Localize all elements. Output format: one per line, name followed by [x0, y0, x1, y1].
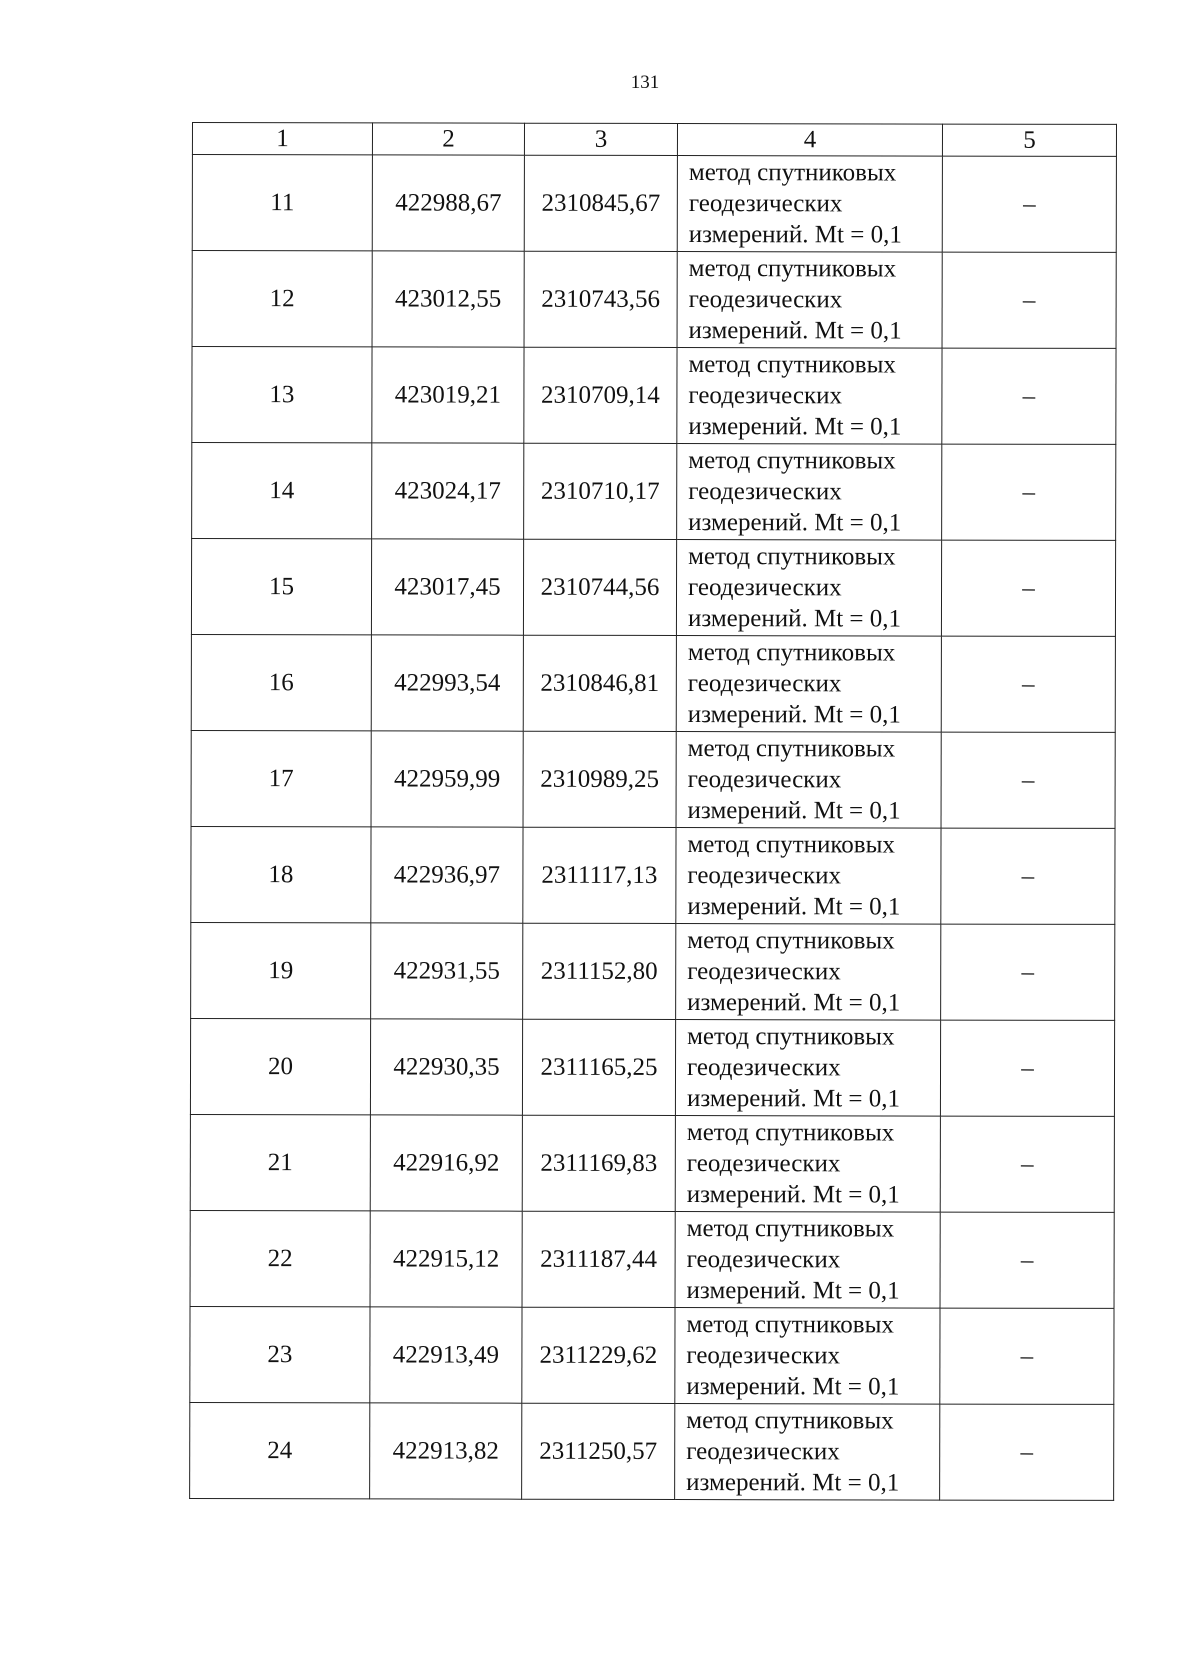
note-cell: – [940, 1212, 1114, 1308]
point-number-cell: 20 [190, 1018, 370, 1114]
method-cell: метод спутниковых геодезических измерений. Mt = 0,1 [677, 348, 942, 445]
x-coordinate-cell: 422959,99 [371, 731, 523, 827]
header-row [192, 123, 1116, 157]
point-number-cell: 18 [191, 826, 371, 922]
y-coordinate-cell: 2311152,80 [523, 923, 676, 1019]
table-row [190, 1018, 1114, 1116]
point-number-cell: 24 [190, 1402, 370, 1498]
column-header-1: 1 [192, 123, 372, 155]
note-cell: – [940, 1404, 1114, 1500]
x-coordinate-cell: 422915,12 [370, 1211, 522, 1307]
x-coordinate-cell: 422931,55 [371, 923, 523, 1019]
y-coordinate-cell: 2311169,83 [522, 1115, 675, 1211]
method-cell: метод спутниковых геодезических измерений. Mt = 0,1 [676, 636, 941, 733]
x-coordinate-cell: 422993,54 [371, 635, 523, 731]
method-cell: метод спутниковых геодезических измерений. Mt = 0,1 [677, 252, 942, 349]
point-number-cell: 23 [190, 1306, 370, 1402]
y-coordinate-cell: 2310989,25 [523, 731, 676, 827]
point-number-cell: 19 [191, 922, 371, 1018]
method-cell: метод спутниковых геодезических измерений. Mt = 0,1 [676, 828, 941, 925]
table-row [190, 1114, 1114, 1212]
table-body [190, 155, 1117, 1501]
note-cell: – [942, 252, 1116, 348]
method-cell: метод спутниковых геодезических измерений. Mt = 0,1 [675, 1404, 940, 1501]
y-coordinate-cell: 2310709,14 [524, 347, 677, 443]
point-number-cell: 12 [192, 251, 372, 347]
x-coordinate-cell: 422930,35 [370, 1019, 522, 1115]
point-number-cell: 13 [192, 347, 372, 443]
method-cell: метод спутниковых геодезических измерений. Mt = 0,1 [675, 1116, 940, 1213]
x-coordinate-cell: 422916,92 [370, 1115, 522, 1211]
x-coordinate-cell: 422936,97 [371, 827, 523, 923]
note-cell: – [941, 732, 1115, 828]
x-coordinate-cell: 422913,82 [370, 1403, 522, 1499]
x-coordinate-cell: 423012,55 [372, 251, 524, 347]
note-cell: – [940, 1308, 1114, 1404]
table-row [192, 347, 1116, 445]
table-row [190, 1210, 1114, 1308]
point-number-cell: 15 [191, 539, 371, 635]
table-row [192, 155, 1116, 253]
method-cell: метод спутниковых геодезических измерений. Mt = 0,1 [677, 156, 942, 253]
note-cell: – [942, 348, 1116, 444]
point-number-cell: 21 [190, 1114, 370, 1210]
column-header-4: 4 [677, 124, 942, 157]
method-cell: метод спутниковых геодезических измерений. Mt = 0,1 [675, 1308, 940, 1405]
table-row [191, 730, 1115, 828]
note-cell: – [940, 1020, 1114, 1116]
y-coordinate-cell: 2311117,13 [523, 827, 676, 923]
point-number-cell: 22 [190, 1210, 370, 1306]
y-coordinate-cell: 2310846,81 [523, 635, 676, 731]
coordinates-table-container [192, 122, 1116, 1499]
method-cell: метод спутниковых геодезических измерений. Mt = 0,1 [676, 924, 941, 1021]
y-coordinate-cell: 2311187,44 [522, 1211, 675, 1307]
note-cell: – [940, 1116, 1114, 1212]
point-number-cell: 16 [191, 634, 371, 730]
x-coordinate-cell: 423024,17 [372, 443, 524, 539]
table-row [190, 1402, 1114, 1500]
table-row [190, 1306, 1114, 1404]
y-coordinate-cell: 2311229,62 [522, 1307, 675, 1403]
y-coordinate-cell: 2310743,56 [524, 251, 677, 347]
method-cell: метод спутниковых геодезических измерений. Mt = 0,1 [677, 444, 942, 541]
note-cell: – [941, 924, 1115, 1020]
method-cell: метод спутниковых геодезических измерений. Mt = 0,1 [675, 1212, 940, 1309]
x-coordinate-cell: 422913,49 [370, 1307, 522, 1403]
method-cell: метод спутниковых геодезических измерений. Mt = 0,1 [676, 540, 941, 637]
y-coordinate-cell: 2310845,67 [524, 155, 677, 251]
table-row [192, 251, 1116, 349]
point-number-cell: 17 [191, 730, 371, 826]
table-row [192, 443, 1116, 541]
column-header-5: 5 [942, 124, 1116, 156]
table-row [191, 826, 1115, 924]
y-coordinate-cell: 2310744,56 [523, 539, 676, 635]
note-cell: – [941, 540, 1115, 636]
y-coordinate-cell: 2311165,25 [522, 1019, 675, 1115]
note-cell: – [941, 828, 1115, 924]
table-row [191, 634, 1115, 732]
x-coordinate-cell: 422988,67 [372, 155, 524, 251]
page-number: 131 [630, 72, 660, 93]
column-header-3: 3 [524, 123, 677, 155]
method-cell: метод спутниковых геодезических измерений. Mt = 0,1 [676, 732, 941, 829]
method-cell: метод спутниковых геодезических измерений. Mt = 0,1 [675, 1020, 940, 1117]
column-header-2: 2 [372, 123, 524, 155]
note-cell: – [942, 444, 1116, 540]
coordinates-table [189, 122, 1117, 1501]
x-coordinate-cell: 423017,45 [371, 539, 523, 635]
y-coordinate-cell: 2310710,17 [524, 443, 677, 539]
point-number-cell: 11 [192, 155, 372, 251]
table-row [191, 922, 1115, 1020]
x-coordinate-cell: 423019,21 [372, 347, 524, 443]
note-cell: – [941, 636, 1115, 732]
y-coordinate-cell: 2311250,57 [522, 1403, 675, 1499]
point-number-cell: 14 [192, 443, 372, 539]
table-row [191, 539, 1115, 637]
note-cell: – [942, 156, 1116, 252]
